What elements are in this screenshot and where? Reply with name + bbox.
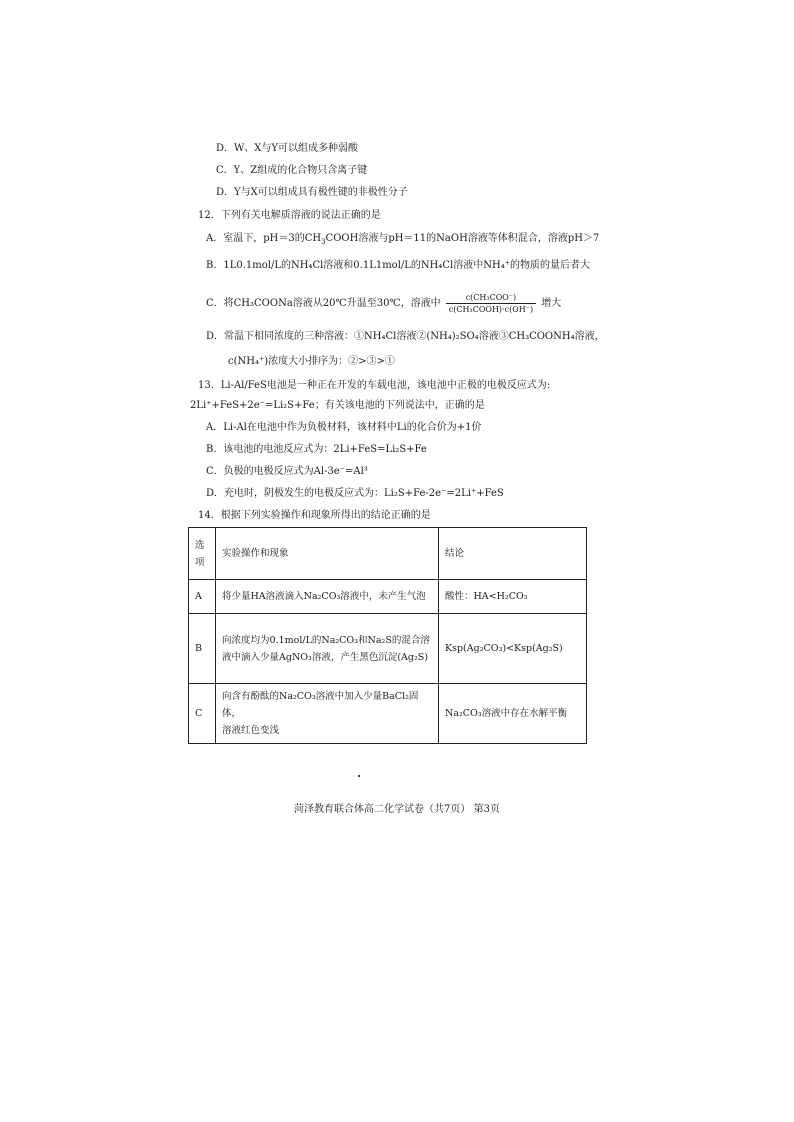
q12-option-c: C．将CH₃COONa溶液从20℃升温至30℃，溶液中 $\frac{\text{c(CH₃COO⁻)}}{\text{c(CH₃COOH)·c(OH⁻)}}$ 增大 [206,293,562,314]
q11-option-d: D．W、X与Y可以组成多种弱酸 [216,143,359,154]
q14-stem: 14．根据下列实验操作和现象所得出的结论正确的是 [198,510,431,521]
table-row: C 向含有酚酞的Na₂CO₃溶液中加入少量BaCl₂固体， 溶液红色变浅 Na₂CO₃溶液中存在水解平衡 [189,684,587,744]
concentration-fraction: $\frac{\text{c(CH₃COO⁻)}}{\text{c(CH₃COOH)·c(OH⁻)}}$ [446,292,536,315]
page-footer: 菏泽教育联合体高二化学试卷（共7页） 第3页 [294,804,500,815]
table-row: B 向浓度均为0.1mol/L的Na₂CO₃和Na₂S的混合溶 液中滴入少量AgNO₃溶液，产生黑色沉淀(Ag₂S) Ksp(Ag₂CO₃)<Ksp(Ag₂S) [189,614,587,684]
header-option: 选项 [189,528,216,580]
q12-option-b: B．1L0.1mol/L的NH₄Cl溶液和0.1L1mol/L的NH₄Cl溶液中NH₄⁺的物质的量后者大 [206,260,590,271]
q13-option-a: A．Li-Al在电池中作为负极材料，该材料中Li的化合价为+1价 [206,422,482,433]
table-row: A 将少量HA溶液滴入Na₂CO₃溶液中，未产生气泡 酸性：HA<H₂CO₃ [189,580,587,614]
q13-stem-2: 2Li⁺+FeS+2e⁻=Li₂S+Fe；有关该电池的下列说法中，正确的是 [190,400,485,411]
q13-option-d: D．充电时，阴极发生的电极反应式为：Li₂S+Fe-2e⁻=2Li⁺+FeS [206,488,504,499]
q13-stem: 13．Li-Al/FeS电池是一种正在开发的车载电池，该电池中正极的电极反应式为: [198,380,551,391]
experiment-table [188,527,587,744]
header-operation: 实验操作和现象 [216,528,439,580]
q11-option-c: C．Y、Z组成的化合物只含离子键 [216,165,368,176]
q11-option-d2: D．Y与X可以组成具有极性键的非极性分子 [216,187,408,198]
q13-option-c: C．负极的电极反应式为Al-3e⁻=Al³ [206,466,368,477]
scan-speck [358,775,360,777]
q12-option-d-cont: c(NH₄⁺)浓度大小排序为：②>③>① [228,356,395,367]
q12-option-a: A．室温下，pH＝3的$CH_3COOH$溶液与pH＝11的NaOH溶液等体积混合，溶液pH＞7 [206,233,600,246]
q13-option-b: B．该电池的电池反应式为：2Li+FeS=Li₂S+Fe [206,444,427,455]
header-conclusion: 结论 [439,528,587,580]
table-header-row [189,528,587,580]
q12-option-d: D．常温下相同浓度的三种溶液：①NH₄Cl溶液②(NH₄)₂SO₄溶液③CH₃COONH₄溶液， [206,331,605,342]
q12-stem: 12．下列有关电解质溶液的说法正确的是 [198,210,381,221]
